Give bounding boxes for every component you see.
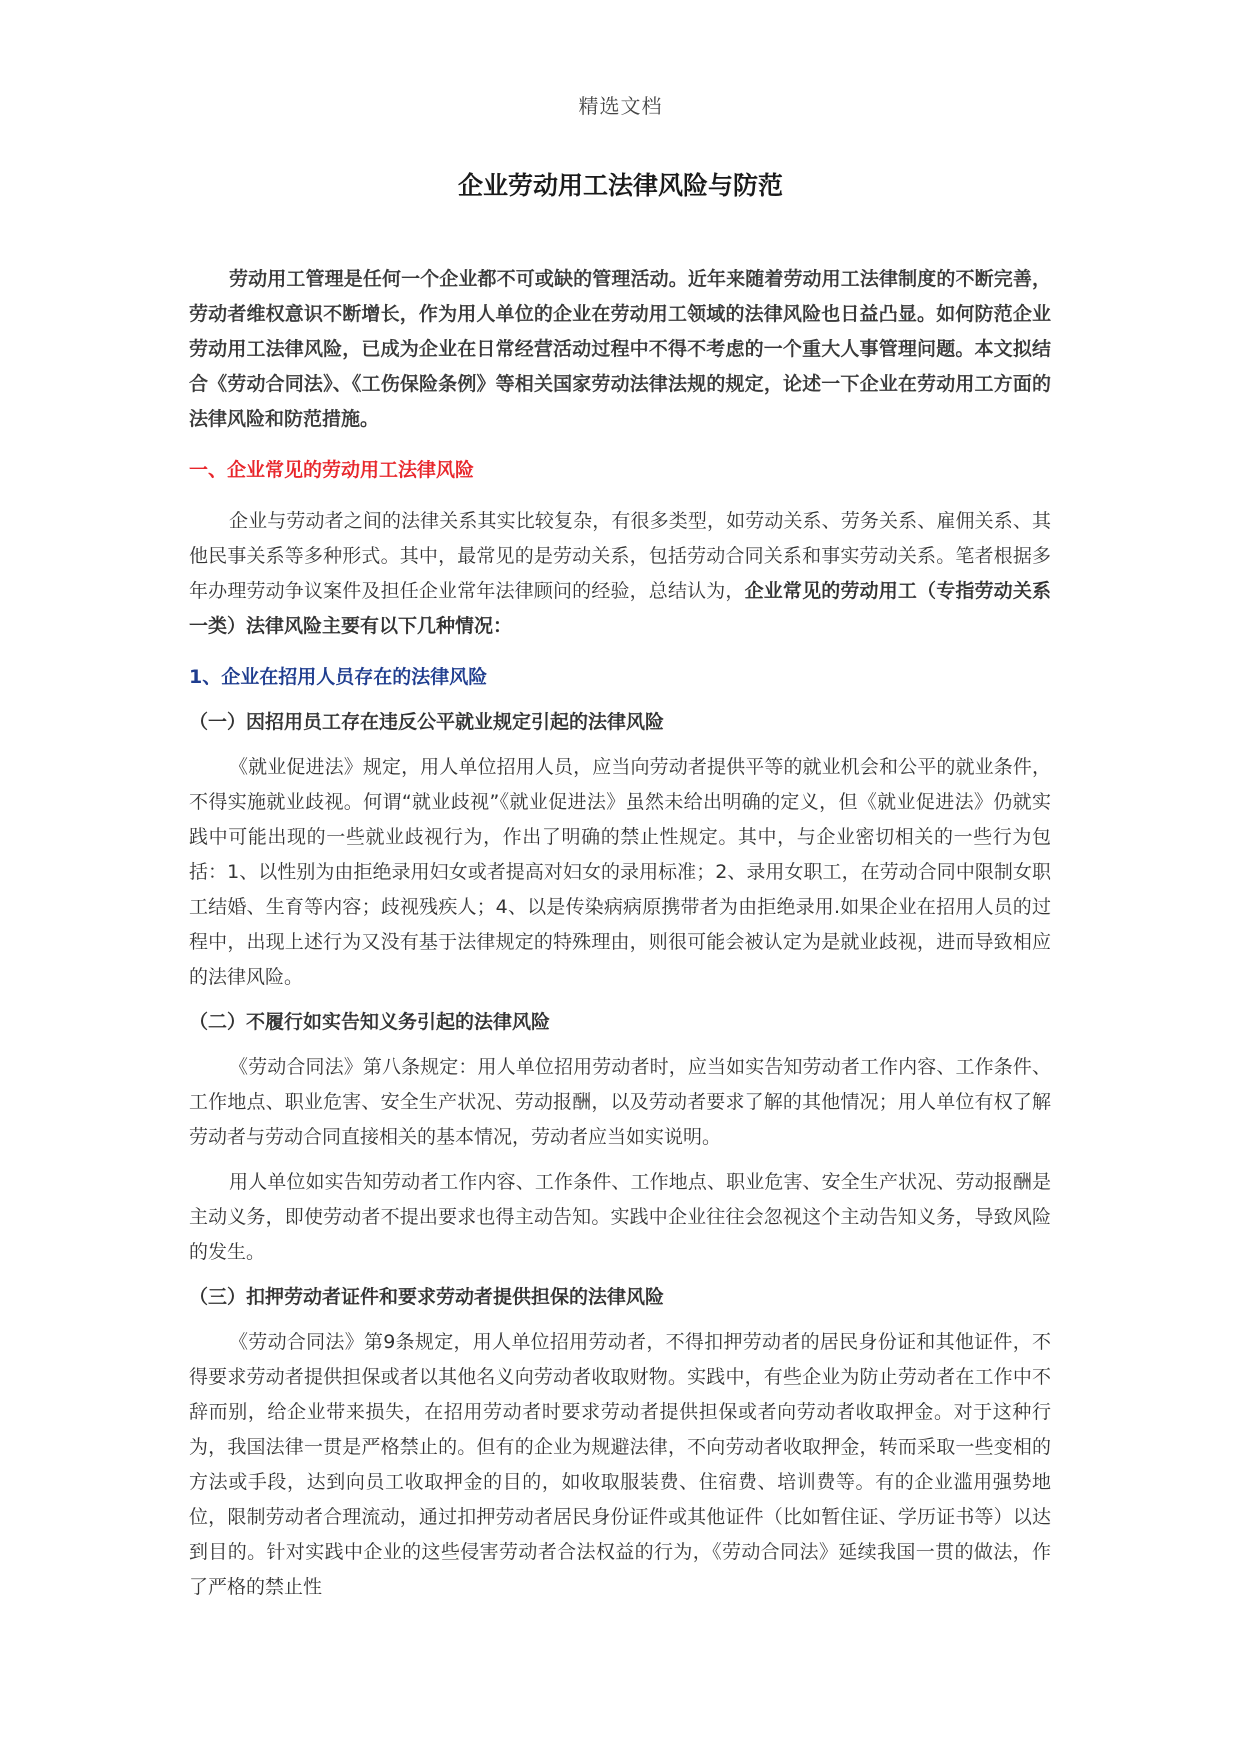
section-1-bold-text: 企业常见的劳动用工（专指劳动关系一类）法律风险主要有以下几种情况： <box>189 580 1051 637</box>
item-3-paragraph: 《劳动合同法》第9条规定，用人单位招用劳动者，不得扣押劳动者的居民身份证和其他证件，不得要求劳动者提供担保或者以其他名义向劳动者收取财物。实践中，有些企业为防止劳动者在工作中不辞而别，给企业带来损失，在招用劳动者时要求劳动者提供担保或者向劳动者收取押金。对于这种行为，我国法律一贯是严格禁止的。但有的企业为规避法律，不向劳动者收取押金，转而采取一些变相的方法或手段，达到向员工收取押金的目的，如收取服装费、住宿费、培训费等。有的企业滥用强势地位，限制劳动者合理流动，通过扣押劳动者居民身份证件或其他证件（比如暂住证、学历证书等）以达到目的。针对实践中企业的这些侵害劳动者合法权益的行为，《劳动合同法》延续我国一贯的做法，作了严格的禁止性 <box>189 1331 1051 1598</box>
section-heading-1: 一、企业常见的劳动用工法律风险 <box>189 459 475 481</box>
item-2-paragraph-1: 《劳动合同法》第八条规定：用人单位招用劳动者时，应当如实告知劳动者工作内容、工作条件、工作地点、职业危害、安全生产状况、劳动报酬，以及劳动者要求了解的其他情况；用人单位有权了解劳动者与劳动合同直接相关的基本情况，劳动者应当如实说明。 <box>189 1056 1051 1148</box>
item-heading-2: （二）不履行如实告知义务引起的法律风险 <box>189 1011 551 1033</box>
subsection-heading-1: 1、企业在招用人员存在的法律风险 <box>189 666 488 688</box>
section-1-paragraph <box>189 504 1051 644</box>
item-2-paragraph-2: 用人单位如实告知劳动者工作内容、工作条件、工作地点、职业危害、安全生产状况、劳动报酬是主动义务，即使劳动者不提出要求也得主动告知。实践中企业往往会忽视这个主动告知义务，导致风险的发生。 <box>189 1171 1051 1263</box>
page-header: 精选文档 <box>578 94 663 118</box>
item-heading-3: （三）扣押劳动者证件和要求劳动者提供担保的法律风险 <box>189 1286 665 1308</box>
item-heading-1: （一）因招用员工存在违反公平就业规定引起的法律风险 <box>189 711 665 733</box>
document-title: 企业劳动用工法律风险与防范 <box>457 171 783 200</box>
item-1-paragraph: 《就业促进法》规定，用人单位招用人员，应当向劳动者提供平等的就业机会和公平的就业条件，不得实施就业歧视。何谓“就业歧视”《就业促进法》虽然未给出明确的定义，但《就业促进法》仍就实践中可能出现的一些就业歧视行为，作出了明确的禁止性规定。其中，与企业密切相关的一些行为包括：1、以性别为由拒绝录用妇女或者提高对妇女的录用标准；2、录用女职工，在劳动合同中限制女职工结婚、生育等内容；歧视残疾人；4、以是传染病病原携带者为由拒绝录用.如果企业在招用人员的过程中，出现上述行为又没有基于法律规定的特殊理由，则很可能会被认定为是就业歧视，进而导致相应的法律风险。 <box>189 756 1051 988</box>
section-1-text: 企业与劳动者之间的法律关系其实比较复杂，有很多类型，如劳动关系、劳务关系、雇佣关系、其他民事关系等多种形式。其中，最常见的是劳动关系，包括劳动合同关系和事实劳动关系。笔者根据多年办理劳动争议案件及担任企业常年法律顾问的经验，总结认为， <box>189 510 1051 602</box>
intro-paragraph: 劳动用工管理是任何一个企业都不可或缺的管理活动。近年来随着劳动用工法律制度的不断完善，劳动者维权意识不断增长，作为用人单位的企业在劳动用工领域的法律风险也日益凸显。如何防范企业劳动用工法律风险，已成为企业在日常经营活动过程中不得不考虑的一个重大人事管理问题。本文拟结合《劳动合同法》、《工伤保险条例》等相关国家劳动法律法规的规定，论述一下企业在劳动用工方面的法律风险和防范措施。 <box>189 268 1051 430</box>
document-body <box>189 262 1051 1605</box>
